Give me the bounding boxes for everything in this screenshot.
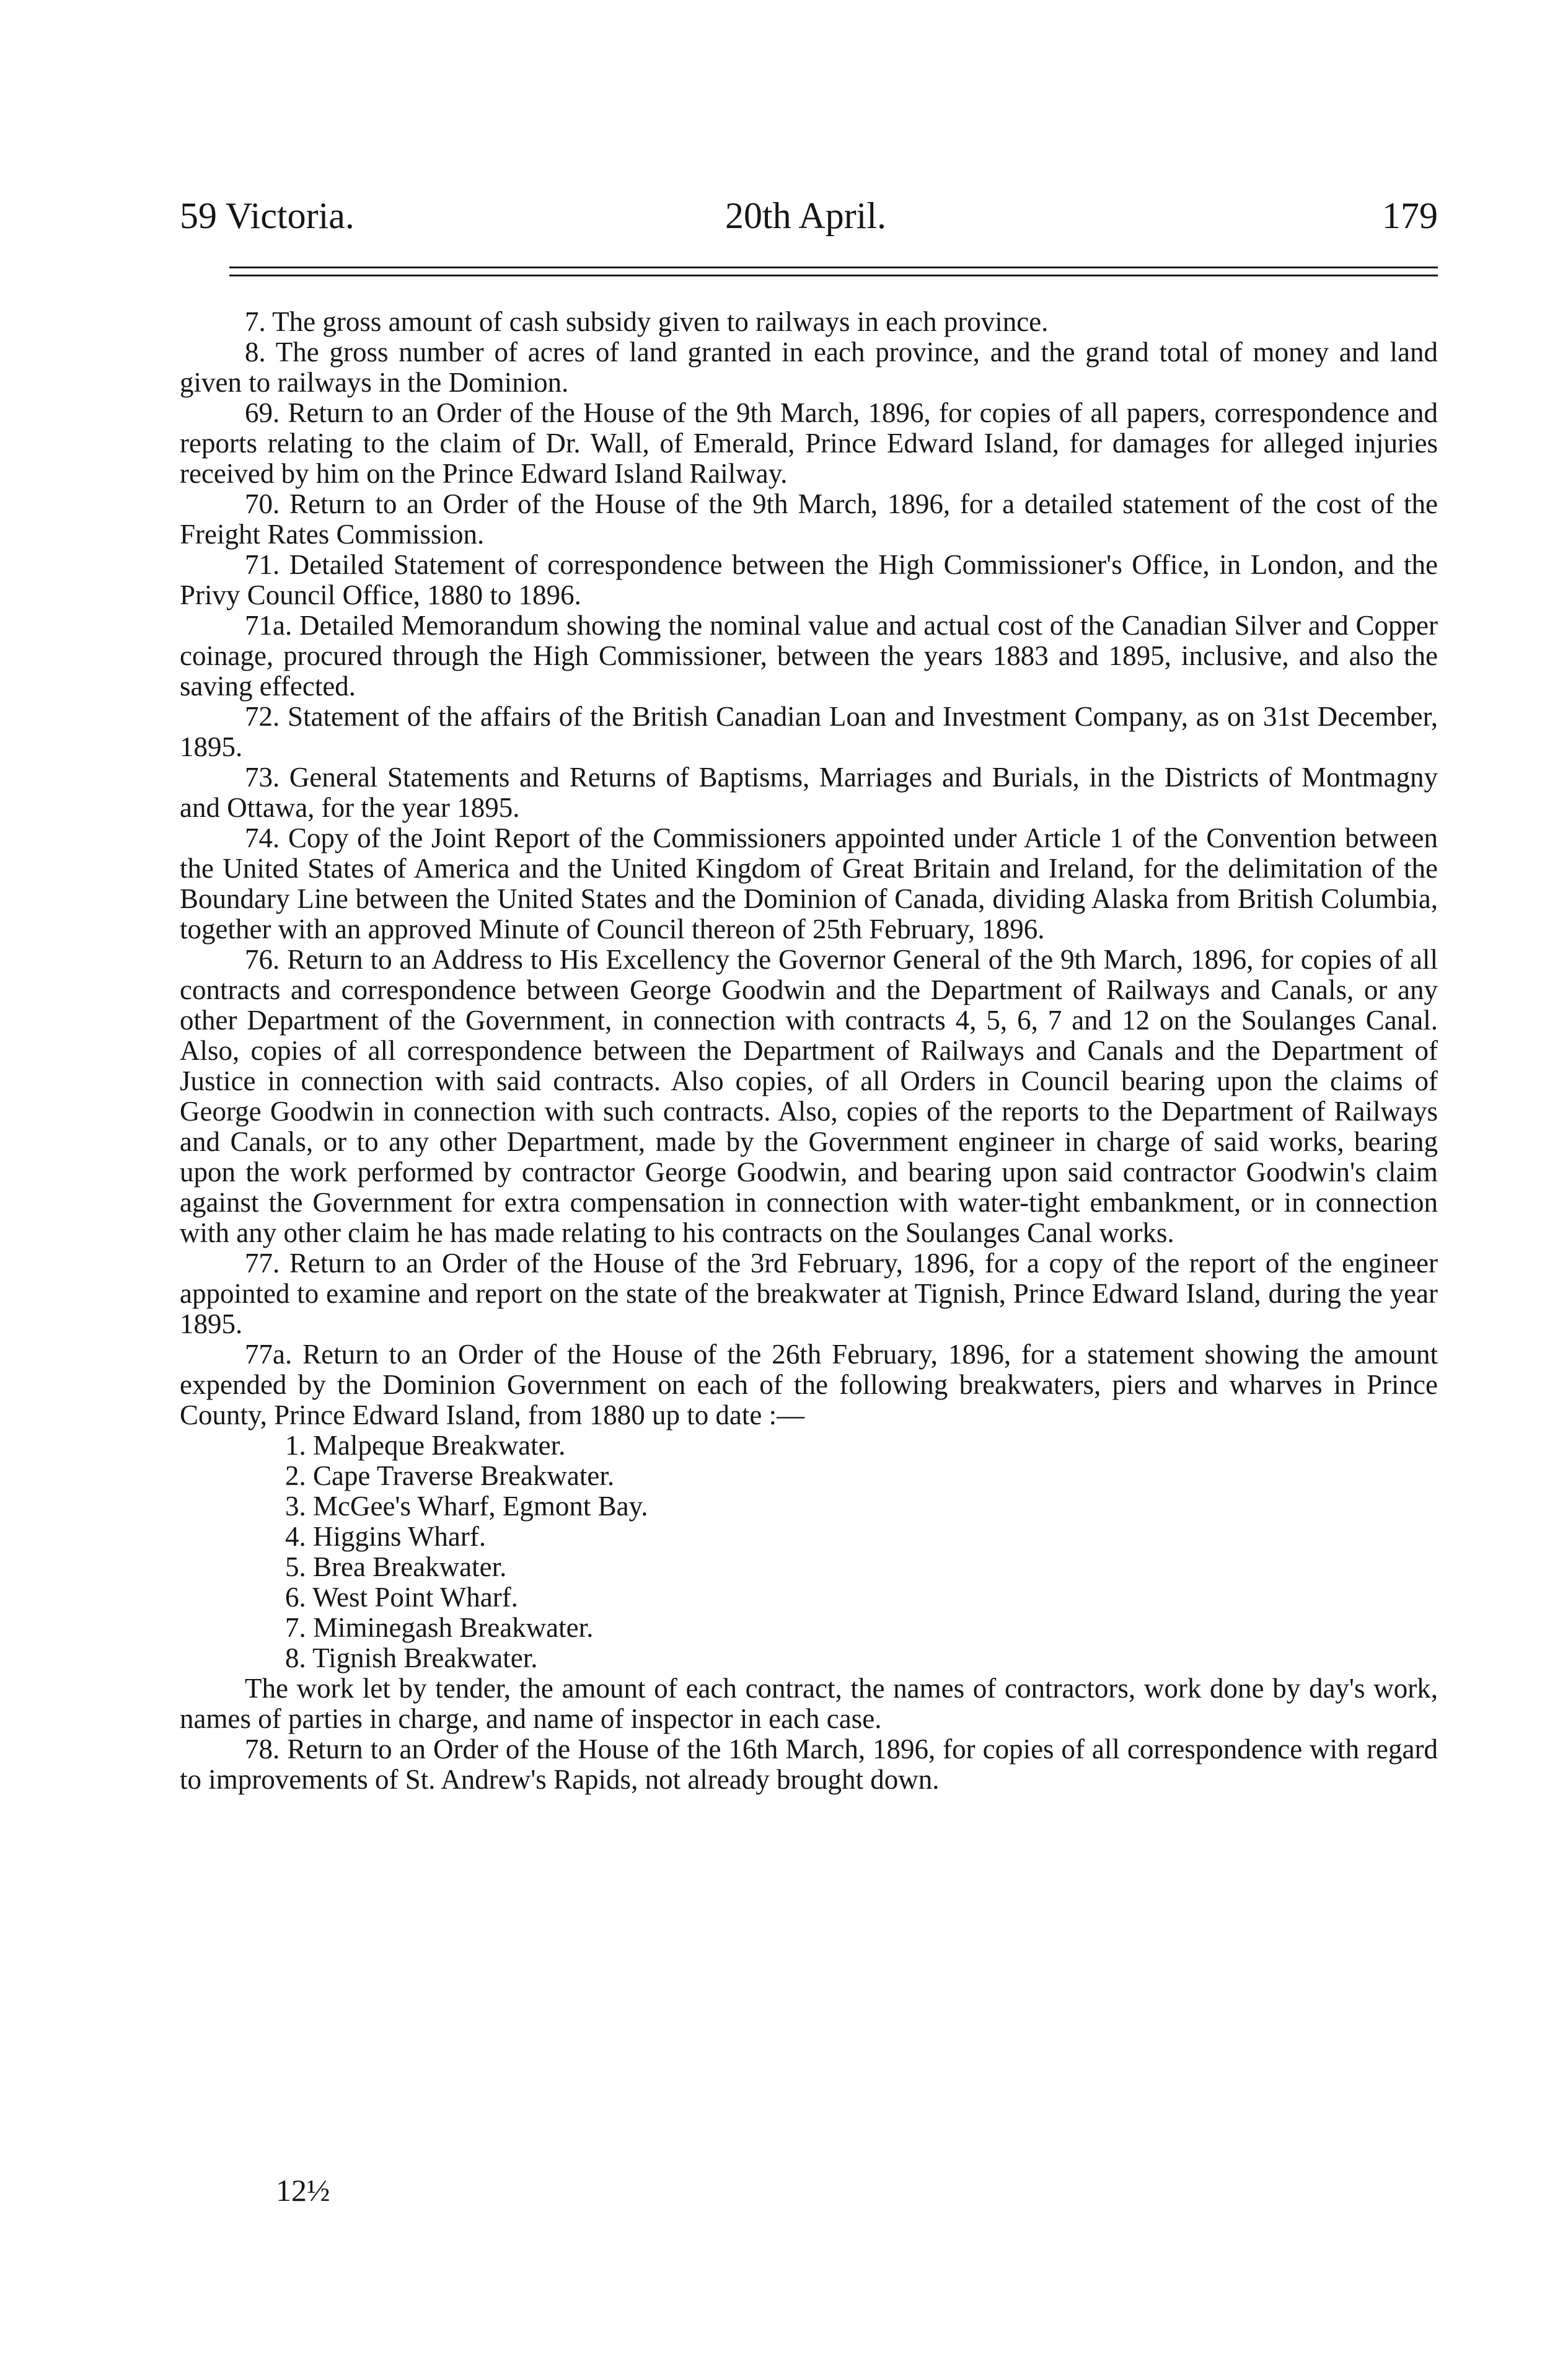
document-page <box>180 0 1438 2380</box>
list-item: 4. Higgins Wharf. <box>285 1521 487 1552</box>
list-item: 3. McGee's Wharf, Egmont Bay. <box>285 1491 648 1522</box>
work-details-paragraph: The work let by tender, the amount of each contract, the names of contractors, work done by day's work, names of parties in charge, and name of inspector in each case. <box>180 1673 1438 1734</box>
double-rule-divider <box>229 267 1438 276</box>
list-item: 1. Malpeque Breakwater. <box>285 1430 566 1461</box>
document-body <box>180 307 1438 1795</box>
paragraph-item-71a: 71a. Detailed Memorandum showing the nominal value and actual cost of the Canadian Silver and Copper coinage, procured through the High Commissioner, between the years 1883 and 1895, inclusive, and also the saving effected. <box>180 610 1438 702</box>
list-item: 2. Cape Traverse Breakwater. <box>285 1460 615 1491</box>
list-item: 8. Tignish Breakwater. <box>285 1642 538 1673</box>
paragraph-item-71: 71. Detailed Statement of correspondence between the High Commissioner's Office, in London, and the Privy Council Office, 1880 to 1896. <box>180 549 1438 610</box>
paragraph-item-74: 74. Copy of the Joint Report of the Commissioners appointed under Article 1 of the Convention between the United States of America and the United Kingdom of Great Britain and Ireland, for the delimitation of the Boundary Line between the United States and the Dominion of Canada, dividing Alaska from British Columbia, together with an approved Minute of Council thereon of 25th February, 1896. <box>180 822 1438 945</box>
paragraph-item-69: 69. Return to an Order of the House of the 9th March, 1896, for copies of all papers, correspondence and reports relating to the claim of Dr. Wall, of Emerald, Prince Edward Island, for damages for alleged injuries received by him on the Prince Edward Island Railway. <box>180 397 1438 489</box>
paragraph-item-7: 7. The gross amount of cash subsidy given to railways in each province. <box>245 306 1049 337</box>
paragraph-item-77: 77. Return to an Order of the House of the 3rd February, 1896, for a copy of the report of the engineer appointed to examine and report on the state of the breakwater at Tignish, Prince Edward Island, during the year 1895. <box>180 1248 1438 1339</box>
list-item: 5. Brea Breakwater. <box>285 1551 507 1582</box>
paragraph-item-77a: 77a. Return to an Order of the House of the 26th February, 1896, for a statement showing the amount expended by the Dominion Government on each of the following breakwaters, piers and wharves in Prince County, Prince Edward Island, from 1880 up to date :— <box>180 1339 1438 1430</box>
session-label: 59 Victoria. <box>180 195 355 236</box>
paragraph-item-8: 8. The gross number of acres of land granted in each province, and the grand total of money and land given to railways in the Dominion. <box>180 337 1438 398</box>
list-item: 7. Miminegash Breakwater. <box>285 1612 594 1643</box>
page-number: 179 <box>1382 195 1438 236</box>
printer-signature-mark: 12½ <box>276 2173 330 2208</box>
paragraph-item-76: 76. Return to an Address to His Excellency the Governor General of the 9th March, 1896, for copies of all contracts and correspondence between George Goodwin and the Department of Railways and Canals, or any other Department of the Government, in connection with contracts 4, 5, 6, 7 and 12 on the Soulanges Canal. Also, copies of all correspondence between the Department of Railways and Canals and the Department of Justice in connection with said contracts. Also copies, of all Orders in Council bearing upon the claims of George Goodwin in connection with such contracts. Also, copies of the reports to the Department of Railways and Canals, or to any other Department, made by the Government engineer in charge of said works, bearing upon the work performed by contractor George Goodwin, and bearing upon said contractor Goodwin's claim against the Government for extra compensation in connection with water-tight embankment, or in connection with any other claim he has made relating to his contracts on the Soulanges Canal works. <box>180 944 1438 1248</box>
list-item: 6. West Point Wharf. <box>285 1582 518 1613</box>
paragraph-item-72: 72. Statement of the affairs of the British Canadian Loan and Investment Company, as on 31st December, 1895. <box>180 701 1438 762</box>
paragraph-item-70: 70. Return to an Order of the House of the 9th March, 1896, for a detailed statement of the cost of the Freight Rates Commission. <box>180 488 1438 550</box>
date-label: 20th April. <box>725 195 887 236</box>
paragraph-item-73: 73. General Statements and Returns of Baptisms, Marriages and Burials, in the Districts of Montmagny and Ottawa, for the year 1895. <box>180 762 1438 823</box>
paragraph-item-78: 78. Return to an Order of the House of the 16th March, 1896, for copies of all correspondence with regard to improvements of St. Andrew's Rapids, not already brought down. <box>180 1734 1438 1795</box>
running-head <box>180 191 1438 240</box>
